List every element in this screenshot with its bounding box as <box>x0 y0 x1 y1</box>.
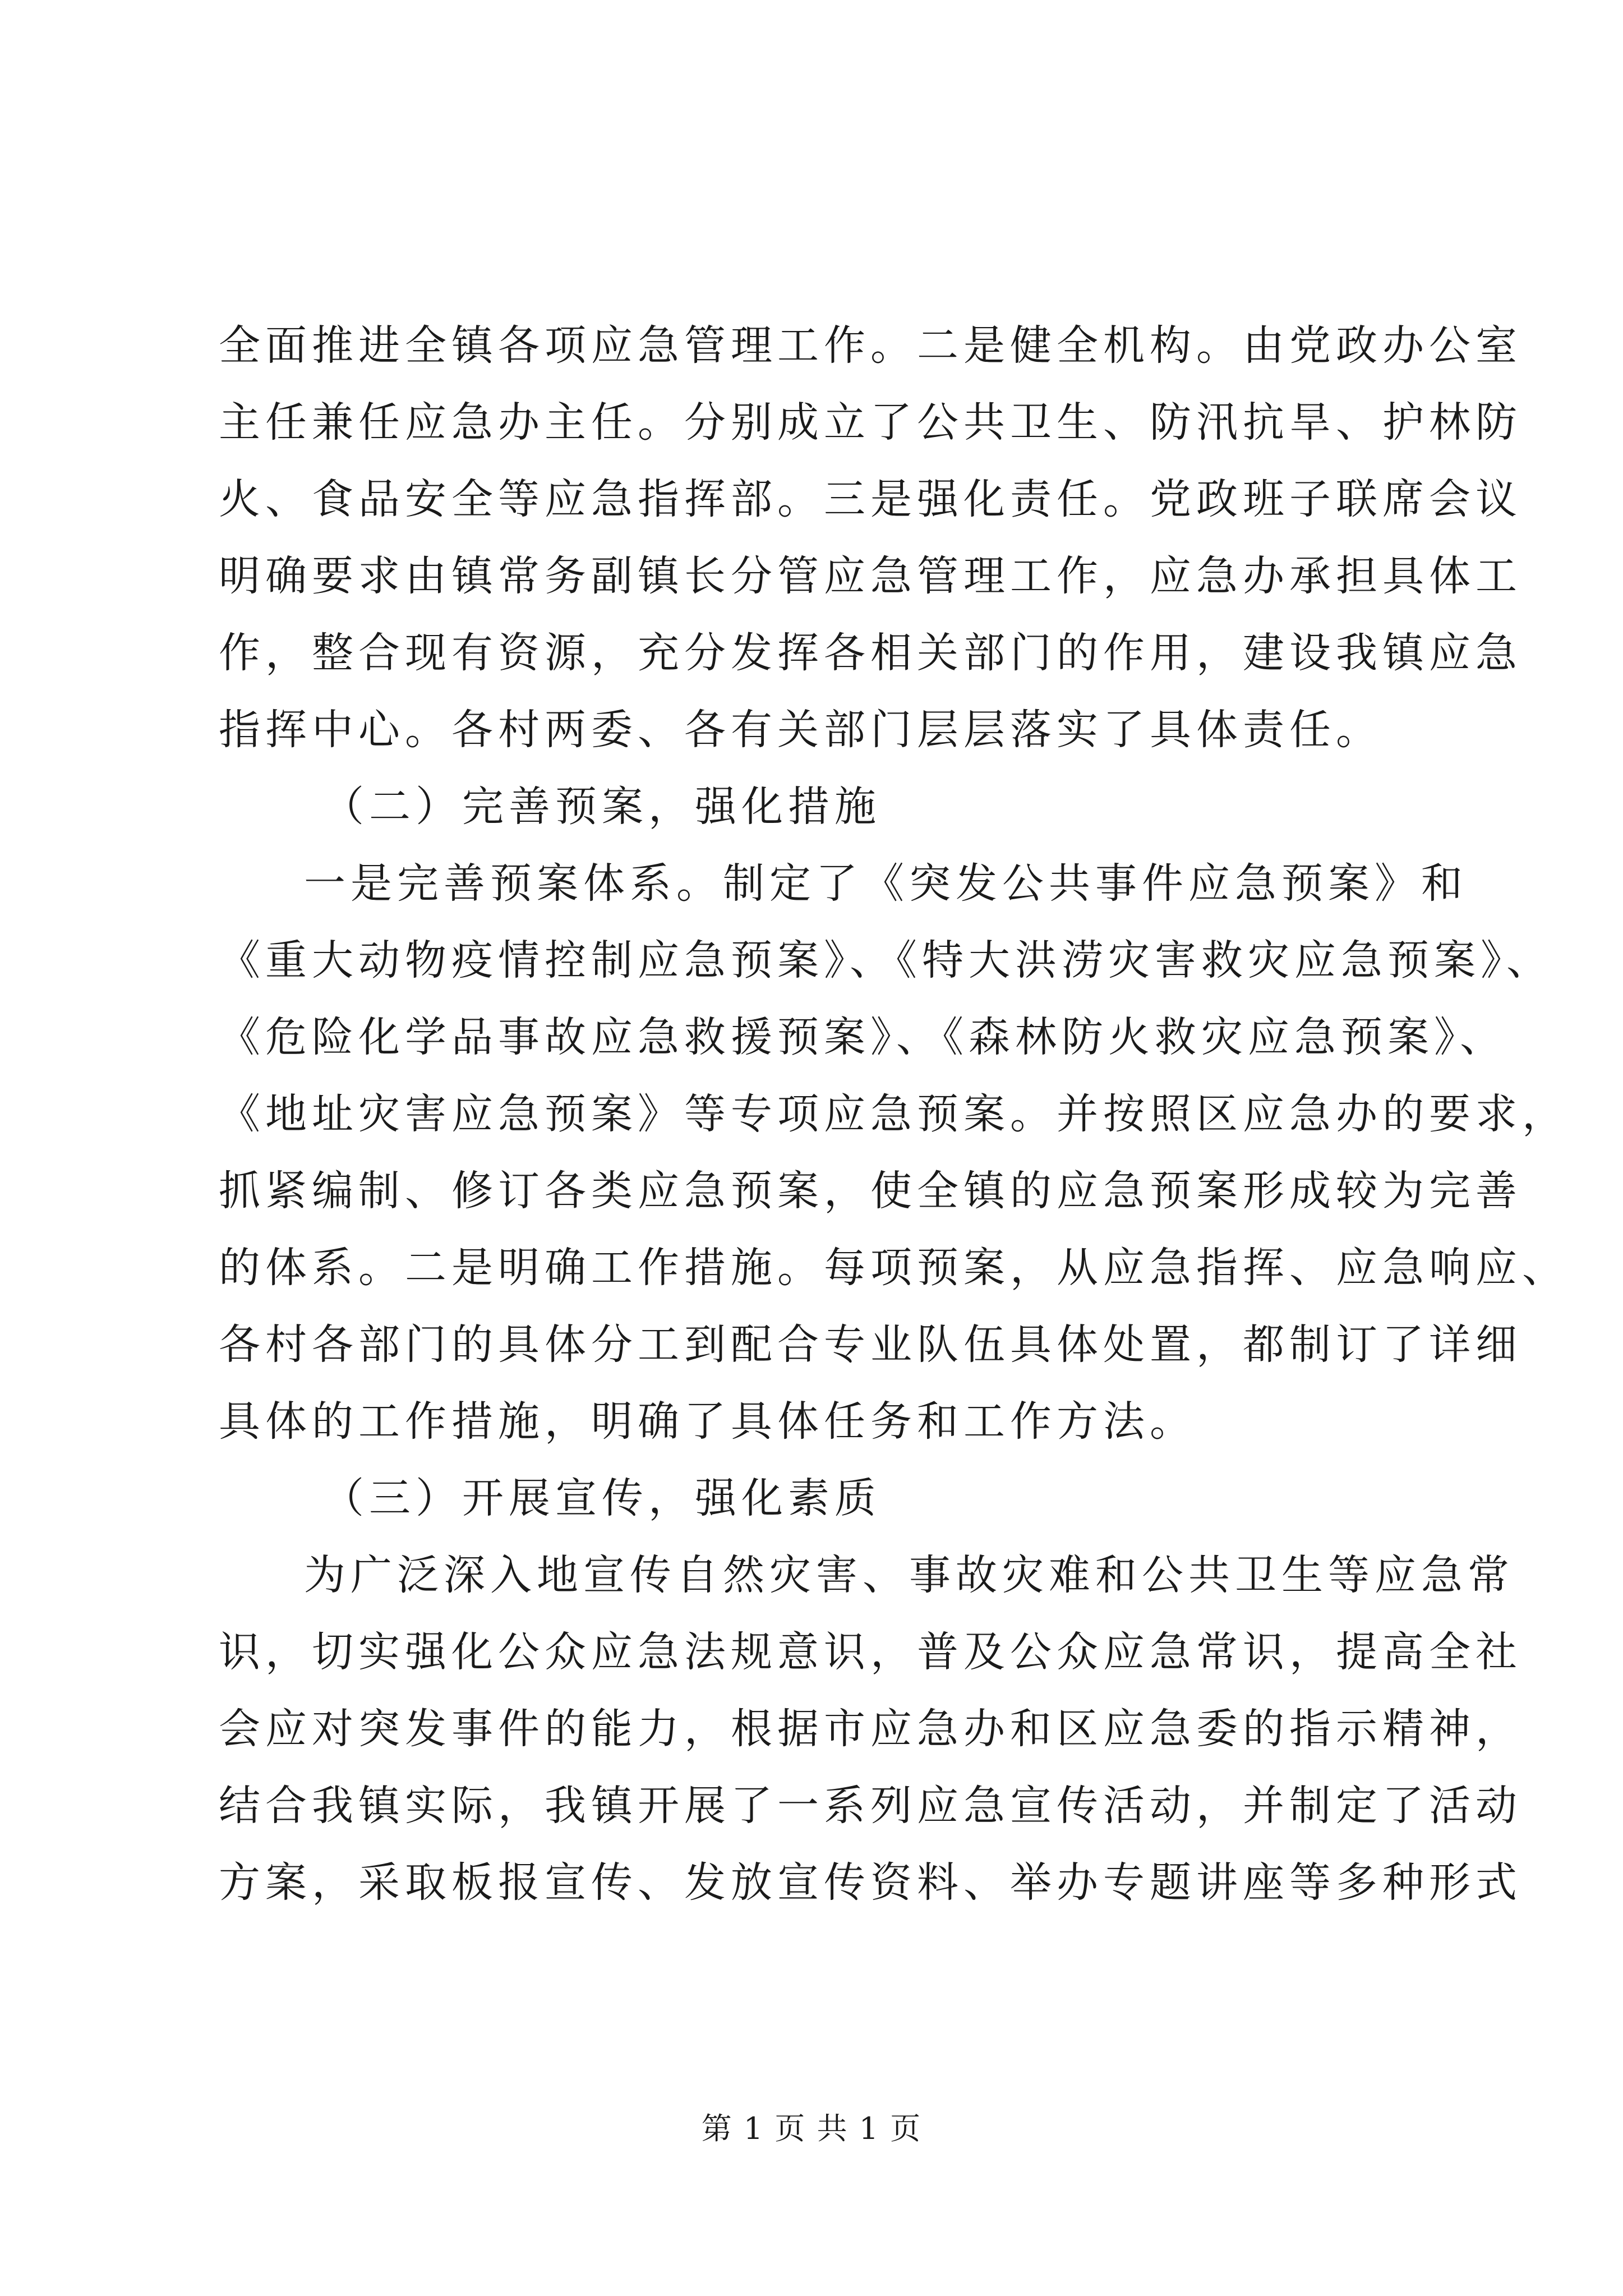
paragraph-line: 抓紧编制、修订各类应急预案，使全镇的应急预案形成较为完善 <box>219 1167 1522 1215</box>
paragraph-line: 全面推进全镇各项应急管理工作。二是健全机构。由党政办公室 <box>219 321 1522 370</box>
paragraph-line: 火、食品安全等应急指挥部。三是强化责任。党政班子联席会议 <box>219 475 1522 523</box>
paragraph-line: 指挥中心。各村两委、各有关部门层层落实了具体责任。 <box>219 706 1382 754</box>
paragraph-line: 为广泛深入地宣传自然灾害、事故灾难和公共卫生等应急常 <box>304 1551 1514 1599</box>
paragraph-line: 各村各部门的具体分工到配合专业队伍具体处置，都制订了详细 <box>219 1320 1522 1369</box>
paragraph-line: 《地址灾害应急预案》等专项应急预案。并按照区应急办的要求， <box>219 1090 1569 1138</box>
paragraph-line: 结合我镇实际，我镇开展了一系列应急宣传活动，并制定了活动 <box>219 1782 1522 1830</box>
paragraph-line: 识，切实强化公众应急法规意识，普及公众应急常识，提高全社 <box>219 1628 1522 1676</box>
paragraph-line: 作，整合现有资源，充分发挥各相关部门的作用，建设我镇应急 <box>219 629 1522 677</box>
paragraph-line: 一是完善预案体系。制定了《突发公共事件应急预案》和 <box>304 859 1468 908</box>
paragraph-line: 方案，采取板报宣传、发放宣传资料、举办专题讲座等多种形式 <box>219 1858 1522 1907</box>
document-body <box>219 307 1569 1921</box>
paragraph-line: 具体的工作措施，明确了具体任务和工作方法。 <box>219 1397 1196 1446</box>
paragraph-line: 《重大动物疫情控制应急预案》、《特大洪涝灾害救灾应急预案》、 <box>219 936 1553 984</box>
paragraph-line: 会应对突发事件的能力，根据市应急办和区应急委的指示精神， <box>219 1705 1522 1753</box>
paragraph-line: 明确要求由镇常务副镇长分管应急管理工作，应急办承担具体工 <box>219 552 1522 600</box>
section-heading: （三）开展宣传，强化素质 <box>322 1474 881 1522</box>
paragraph-line: 《危险化学品事故应急救援预案》、《森林防火救灾应急预案》、 <box>219 1013 1506 1061</box>
paragraph-line: 主任兼任应急办主任。分别成立了公共卫生、防汛抗旱、护林防 <box>219 398 1522 447</box>
section-heading: （二）完善预案，强化措施 <box>322 783 881 831</box>
page-number-footer: 第 1 页 共 1 页 <box>701 2111 922 2146</box>
paragraph-line: 的体系。二是明确工作措施。每项预案，从应急指挥、应急响应、 <box>219 1244 1569 1292</box>
